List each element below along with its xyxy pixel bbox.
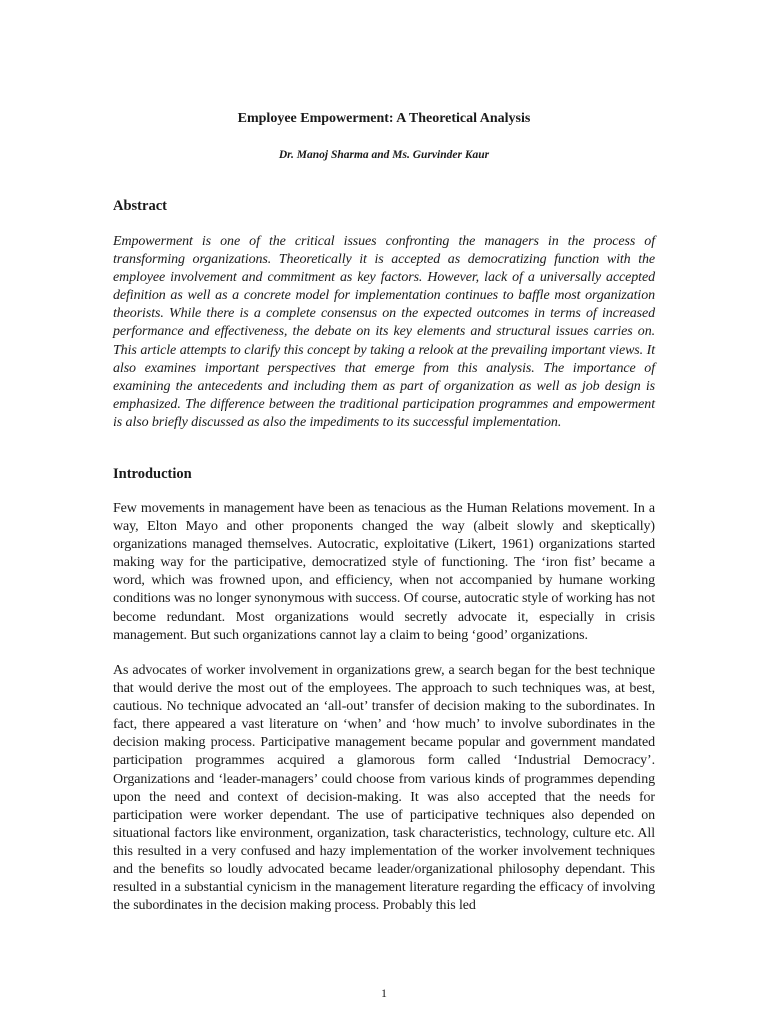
introduction-paragraph-2: As advocates of worker involvement in organizations grew, a search began for the best technique that would derive the most out of the employees. The approach to such techniques was, at best, cautious. No technique advocated an ‘all-out’ transfer of decision making to the subordinates. In fact, there appeared a vast literature on ‘when’ and ‘how much’ to involve subordinates in the decision making process. Participative management became popular and government mandated participation programmes acquired a glamorous form called ‘Industrial Democracy’. Organizations and ‘leader-managers’ could choose from various kinds of programmes depending upon the need and context of decision-making. It was also accepted that the needs for participation were worker dependant. The use of participative techniques also depended on situational factors like environment, organization, task characteristics, technology, culture etc. All this resulted in a very confused and hazy implementation of the worker involvement techniques and the benefits so loudly advocated became leader/organizational philosophy dependant. This resulted in a substantial cynicism in the management literature regarding the efficacy of involving the subordinates in the decision making process. Probably this led bbox=[113, 663, 655, 914]
introduction-paragraph-1: Few movements in management have been as tenacious as the Human Relations movement. In a way, Elton Mayo and other proponents changed the way (albeit slowly and skeptically) organizations managed themselves. Autocratic, exploitative (Likert, 1961) organizations started making way for the participative, democratized style of functioning. The ‘iron fist’ became a word, which was frowned upon, and efficiency, when not accompanied by humane working conditions was no longer synonymous with success. Of course, autocratic style of working has not become redundant. Most organizations would secretly advocate it, especially in crisis management. But such organizations cannot lay a claim to being ‘good’ organizations. bbox=[113, 501, 655, 643]
introduction-heading: Introduction bbox=[113, 466, 192, 482]
paper-title: Employee Empowerment: A Theoretical Analysis bbox=[237, 111, 531, 126]
page-number: 1 bbox=[381, 986, 387, 1000]
abstract-text: Empowerment is one of the critical issues confronting the managers in the process of transforming organizations. Theoretically it is accepted as democratizing function with the employee involvement and commitment as key factors. However, lack of a universally accepted definition as well as a concrete model for implementation continues to baffle most organization theorists. While there is a complete consensus on the expected outcomes in terms of increased performance and effectiveness, the debate on its key elements and structural issues carries on. This article attempts to clarify this concept by taking a relook at the prevailing important views. It also examines important perspectives that emerge from this analysis. The importance of examining the antecedents and including them as part of organization as well as job design is emphasized. The difference between the traditional participation programmes and empowerment is also briefly discussed as also the impediments to its successful implementation. bbox=[113, 234, 655, 430]
paper-authors: Dr. Manoj Sharma and Ms. Gurvinder Kaur bbox=[278, 149, 490, 161]
abstract-heading: Abstract bbox=[113, 198, 167, 214]
